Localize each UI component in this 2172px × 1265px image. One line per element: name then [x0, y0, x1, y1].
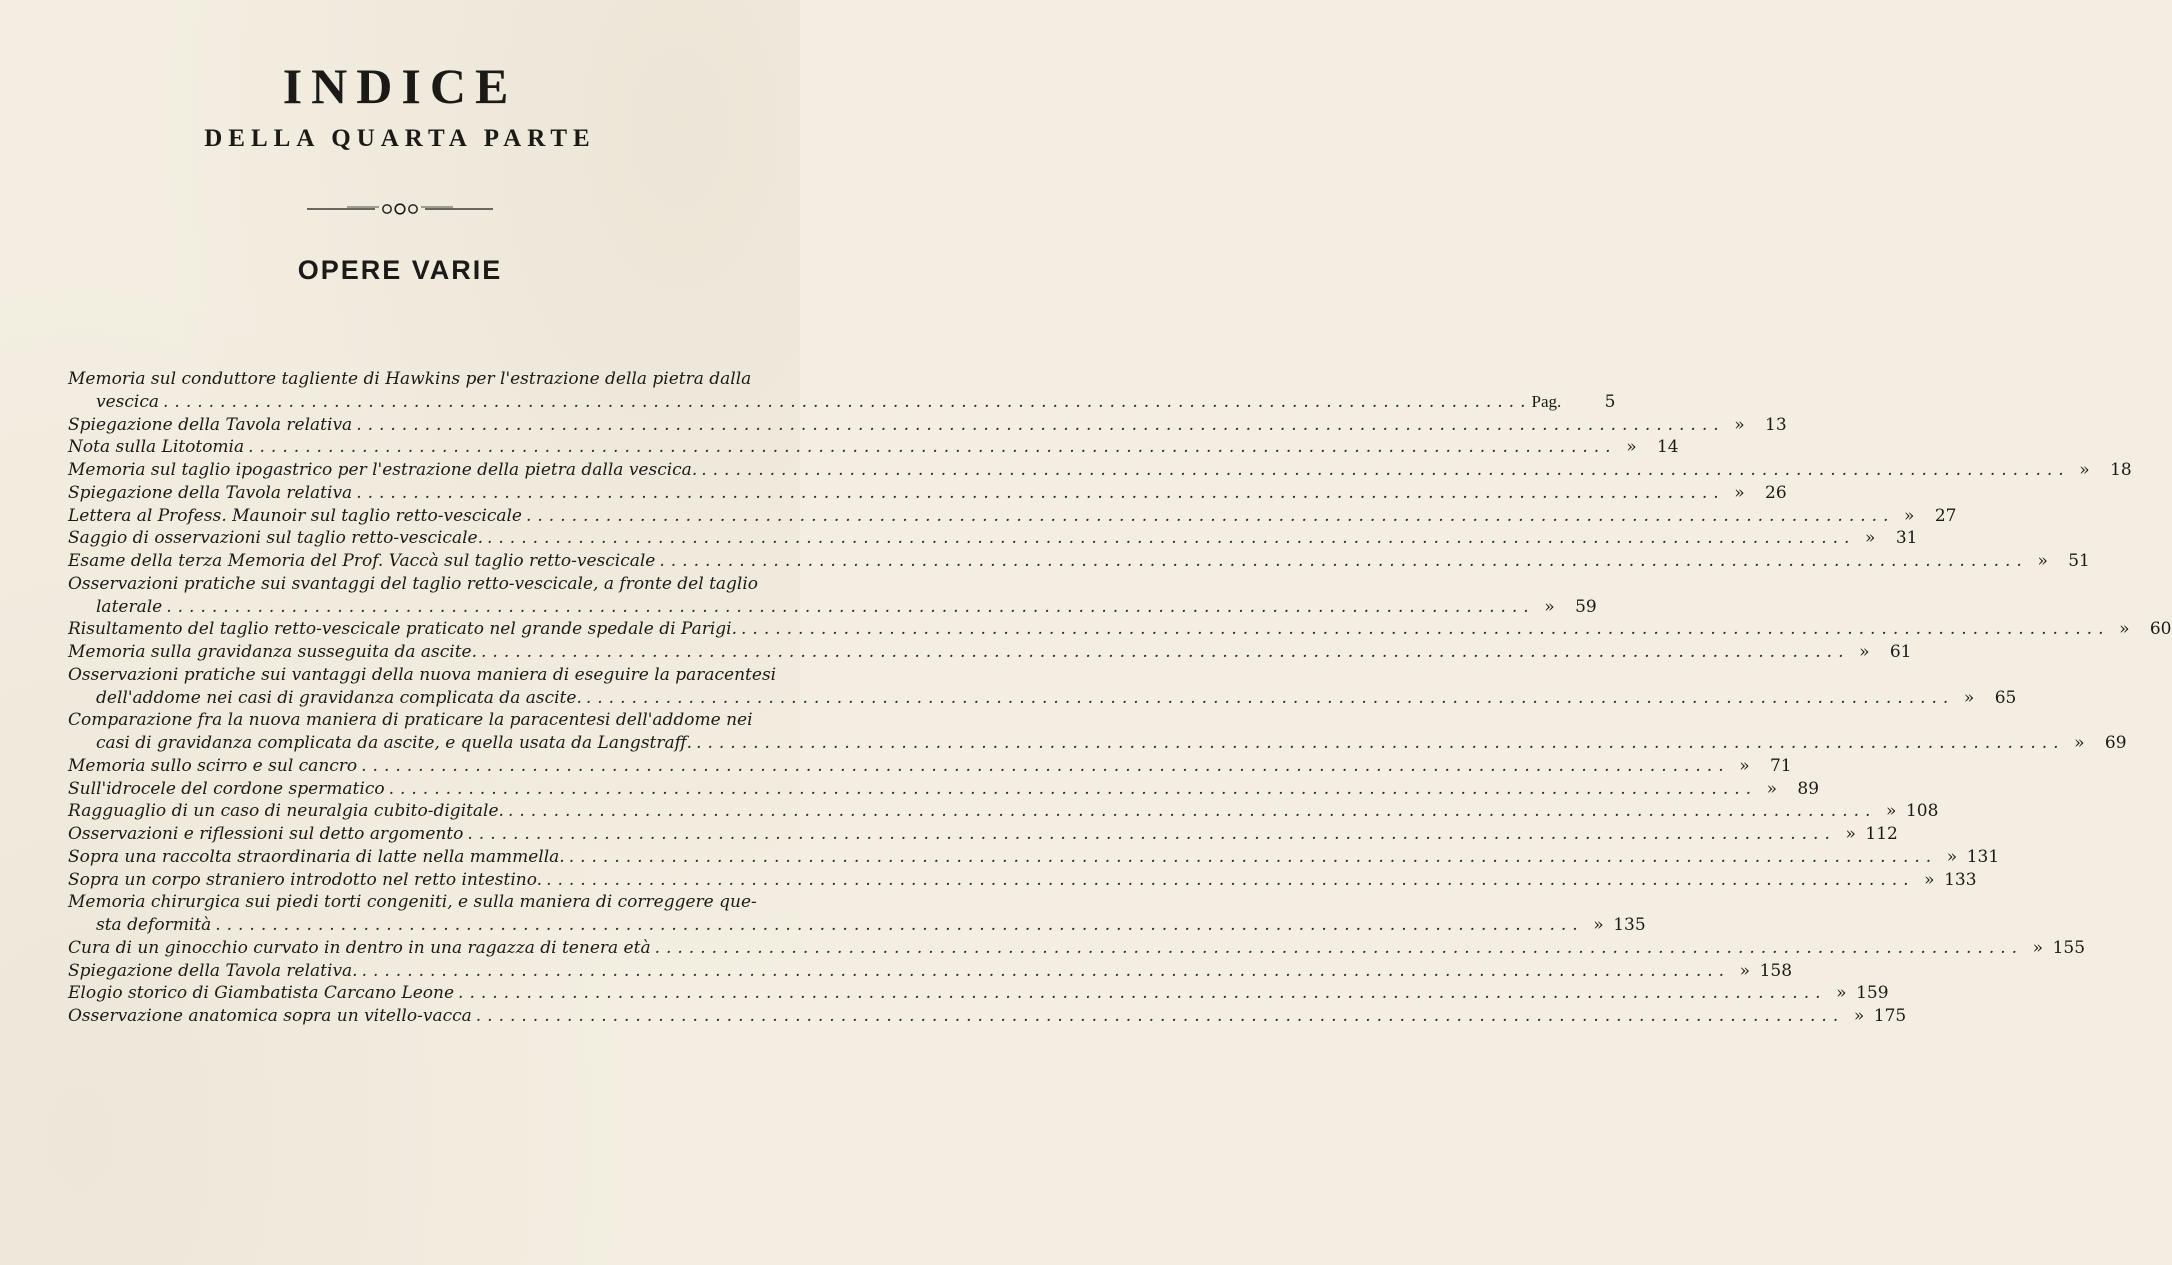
toc-entry [68, 846, 2000, 869]
dot-leader: ........................................................................................................................ [356, 414, 1725, 435]
toc-entry-title: Comparazione fra la nuova maniera di praticare la paracentesi dell'addome nei [68, 710, 753, 731]
page-number: 133 [1944, 869, 1977, 890]
dot-leader: ........................................................................................................................ [546, 869, 1915, 890]
toc-entry [68, 914, 1646, 937]
dot-leader: ........................................................................................................................ [248, 437, 1617, 458]
toc-entry-title: Esame della terza Memoria del Prof. Vaccà sul taglio retto-vescicale [68, 551, 656, 571]
toc-entry [68, 482, 1787, 505]
toc-entry-title: Spiegazione della Tavola relativa [68, 482, 353, 503]
ditto-mark: » [1853, 1006, 1865, 1026]
ditto-mark: » [2037, 551, 2048, 571]
dot-leader: ........................................................................................................................ [166, 596, 1535, 617]
ditto-mark: » [1766, 778, 1778, 799]
page-number: 112 [1865, 824, 1898, 844]
toc-entry-title: Spiegazione della Tavola relativa. [68, 960, 358, 981]
toc-entry [68, 891, 778, 914]
toc-entry [68, 982, 1889, 1005]
page-number: 14 [1656, 437, 1679, 458]
ditto-mark: » [2079, 460, 2090, 480]
ditto-mark: » [2074, 733, 2085, 753]
page-title: INDICE [282, 58, 518, 114]
toc-entry [68, 505, 1957, 528]
toc-entry [68, 937, 2086, 960]
toc-entry-title: Sopra un corpo straniero introdotto nel retto intestino. [68, 869, 543, 890]
dot-leader: ........................................................................................................................ [486, 528, 1856, 549]
toc-entry-title: Lettera al Profess. Maunoir sul taglio retto-vescicale [68, 505, 522, 526]
page-number: 60 [2149, 619, 2172, 640]
toc-entry [68, 368, 778, 391]
page-label: Pag. [1531, 391, 1562, 411]
toc-entry [68, 414, 1787, 437]
toc-entry [68, 527, 1918, 550]
toc-entry-title: Nota sulla Litotomia [68, 437, 245, 458]
toc-entry-title: Cura di un ginocchio curvato in dentro in una ragazza di tenera età [68, 937, 651, 958]
page-number: 69 [2104, 733, 2127, 753]
dot-leader: ........................................................................................................................ [458, 983, 1827, 1004]
toc-entry [68, 778, 1820, 801]
ditto-mark: » [2032, 937, 2044, 958]
page-number: 71 [1769, 755, 1792, 776]
dot-leader: ........................................................................................................................ [215, 915, 1584, 935]
dot-leader: ........................................................................................................................ [507, 801, 1877, 822]
page-number: 31 [1895, 528, 1918, 549]
toc-entry [68, 755, 1792, 778]
dot-leader: ........................................................................................................................ [361, 960, 1731, 981]
toc-entry-title: Osservazioni pratiche sui vantaggi della nuova maniera di eseguire la paracentesi [68, 664, 777, 685]
toc-entry-title: vescica [96, 391, 160, 412]
toc-entry-title: Memoria sulla gravidanza susseguita da ascite. [68, 642, 478, 662]
page-number: 135 [1613, 915, 1646, 935]
dot-leader: ........................................................................................................................ [481, 642, 1850, 662]
toc-entry [68, 687, 2017, 710]
toc-entry-title: laterale [96, 596, 163, 617]
ditto-mark: » [1593, 915, 1604, 935]
toc-entry-title: Risultamento del taglio retto-vescicale praticato nel grande spedale di Parigi. [68, 619, 738, 640]
dot-leader: ........................................................................................................................ [654, 937, 2024, 958]
toc-entry [68, 1005, 1907, 1028]
toc-entry-title: Memoria sul conduttore tagliente di Hawkins per l'estrazione della pietra dalla [68, 369, 752, 389]
page-subtitle: DELLA QUARTA PARTE [204, 125, 596, 152]
ditto-mark: » [1836, 983, 1847, 1004]
toc-entry-title: Sull'idrocele del cordone spermatico [68, 778, 385, 799]
toc-entry [68, 960, 1793, 983]
page-number: 65 [1994, 687, 2017, 708]
page-number: 108 [1905, 801, 1939, 822]
ditto-mark: » [1865, 528, 1876, 549]
toc-entry [68, 641, 1912, 664]
page-number: 13 [1765, 414, 1787, 435]
page-number: 175 [1873, 1006, 1907, 1026]
page-number: 159 [1856, 983, 1889, 1004]
dot-leader: ........................................................................................................................ [163, 391, 1532, 412]
toc-entry-title: Saggio di osservazioni sul taglio retto-vescicale. [68, 528, 483, 549]
ditto-mark: » [1886, 801, 1897, 822]
page-number: 51 [2068, 551, 2090, 571]
ditto-mark: » [1904, 505, 1915, 526]
dot-leader: ........................................................................................................................ [467, 824, 1836, 844]
page-number: 27 [1934, 505, 1957, 526]
toc-entry [68, 709, 778, 732]
toc-entry-title: Osservazione anatomica sopra un vitello-vacca [68, 1006, 472, 1026]
page-number: 89 [1797, 778, 1820, 799]
toc-entry [68, 391, 1616, 414]
toc-entry [68, 800, 1939, 823]
toc-entry [68, 550, 2090, 573]
page-number: 18 [2110, 460, 2132, 480]
ditto-mark: » [1924, 869, 1935, 890]
page-number: 158 [1759, 960, 1793, 981]
dot-leader: ........................................................................................................................ [585, 687, 1955, 708]
toc-entry-title: Sopra una raccolta straordinaria di latte nella mammella. [68, 846, 565, 867]
dot-leader: ........................................................................................................................ [659, 551, 2028, 571]
page-number: 59 [1575, 596, 1597, 617]
table-of-contents [68, 368, 2172, 1028]
dot-leader: ........................................................................................................................ [388, 778, 1758, 799]
toc-entry-title: Osservazioni pratiche sui svantaggi del taglio retto-vescicale, a fronte del taglio [68, 573, 759, 594]
toc-entry-title: casi di gravidanza complicata da ascite, e quella usata da Langstraff. [96, 733, 693, 753]
dot-leader: ........................................................................................................................ [701, 460, 2070, 480]
ditto-mark: » [2119, 619, 2130, 640]
toc-entry [68, 573, 778, 596]
dot-leader: ........................................................................................................................ [525, 505, 1895, 526]
ditto-mark: » [1859, 642, 1870, 662]
dot-leader: ........................................................................................................................ [568, 846, 1938, 867]
ditto-mark: » [1963, 687, 1975, 708]
ornament-divider [307, 202, 493, 216]
toc-entry-title: Elogio storico di Giambatista Carcano Leone [68, 983, 455, 1004]
toc-entry [68, 618, 2172, 641]
dot-leader: ........................................................................................................................ [475, 1006, 1845, 1026]
dot-leader: ........................................................................................................................ [696, 733, 2065, 753]
toc-entry-title: Memoria sullo scirro e sul cancro [68, 755, 358, 776]
dot-leader: ........................................................................................................................ [356, 482, 1725, 503]
dot-leader: ........................................................................................................................ [361, 755, 1730, 776]
ditto-mark: » [1734, 482, 1745, 503]
toc-entry-title: sta deformità [96, 915, 212, 935]
toc-entry-title: Memoria sul taglio ipogastrico per l'estrazione della pietra dalla vescica. [68, 460, 698, 480]
ditto-mark: » [1739, 755, 1750, 776]
toc-entry-title: Ragguaglio di un caso di neuralgia cubito-digitale. [68, 801, 504, 822]
toc-entry [68, 732, 2127, 755]
ditto-mark: » [1544, 596, 1555, 617]
ditto-mark: » [1626, 437, 1637, 458]
toc-entry-title: Osservazioni e riflessioni sul detto argomento [68, 824, 464, 844]
ditto-mark: » [1739, 960, 1751, 981]
toc-entry [68, 459, 2132, 482]
page-number: 131 [1966, 846, 2000, 867]
toc-entry [68, 869, 1977, 892]
ditto-mark: » [1845, 824, 1856, 844]
page-number: 61 [1889, 642, 1912, 662]
page-number: 155 [2052, 937, 2086, 958]
section-title: OPERE VARIE [297, 255, 503, 285]
toc-entry [68, 664, 778, 687]
ditto-mark: » [1946, 846, 1958, 867]
ditto-mark: » [1734, 414, 1745, 435]
toc-entry-title: dell'addome nei casi di gravidanza complicata da ascite. [96, 687, 582, 708]
toc-entry [68, 436, 1679, 459]
toc-entry [68, 823, 1898, 846]
page-number: 26 [1765, 482, 1787, 503]
toc-entry-title: Spiegazione della Tavola relativa [68, 414, 353, 435]
dot-leader: ........................................................................................................................ [741, 619, 2110, 640]
page-number: 5 [1604, 391, 1616, 412]
toc-entry [68, 596, 1597, 619]
toc-entry-title: Memoria chirurgica sui piedi torti congeniti, e sulla maniera di correggere que- [68, 892, 757, 913]
